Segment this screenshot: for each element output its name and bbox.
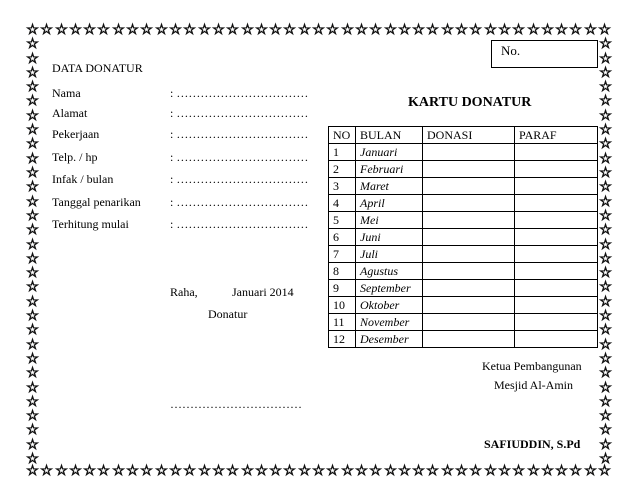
star-icon: ☆ [599, 166, 612, 181]
row-donation-cell [423, 212, 515, 229]
star-icon: ☆ [97, 23, 110, 38]
row-donation-cell [423, 280, 515, 297]
row-number: 1 [329, 144, 356, 161]
star-icon: ☆ [599, 252, 612, 267]
field-value: : …………………………… [170, 150, 309, 164]
star-icon: ☆ [469, 464, 482, 479]
star-icon: ☆ [26, 280, 39, 295]
star-icon: ☆ [26, 80, 39, 95]
row-signature-cell [515, 314, 598, 331]
star-icon: ☆ [226, 23, 239, 38]
star-icon: ☆ [455, 23, 468, 38]
star-icon: ☆ [26, 395, 39, 410]
row-number: 5 [329, 212, 356, 229]
star-icon: ☆ [384, 23, 397, 38]
star-icon: ☆ [441, 23, 454, 38]
star-icon: ☆ [112, 464, 125, 479]
star-icon: ☆ [26, 309, 39, 324]
star-icon: ☆ [226, 464, 239, 479]
star-icon: ☆ [398, 23, 411, 38]
row-signature-cell [515, 331, 598, 348]
star-icon: ☆ [512, 464, 525, 479]
star-icon: ☆ [241, 23, 254, 38]
star-icon: ☆ [26, 66, 39, 81]
star-icon: ☆ [412, 464, 425, 479]
star-icon: ☆ [369, 23, 382, 38]
row-month: Maret [356, 178, 423, 195]
star-icon: ☆ [326, 23, 339, 38]
row-number: 7 [329, 246, 356, 263]
star-icon: ☆ [55, 23, 68, 38]
signer-role: Donatur [208, 307, 248, 321]
table-row [329, 314, 598, 331]
form-header: DATA DONATUR [52, 61, 143, 75]
table-row [329, 212, 598, 229]
star-icon: ☆ [541, 464, 554, 479]
star-icon: ☆ [26, 252, 39, 267]
row-donation-cell [423, 161, 515, 178]
star-icon: ☆ [599, 238, 612, 253]
star-icon: ☆ [140, 464, 153, 479]
star-icon: ☆ [255, 23, 268, 38]
star-icon: ☆ [26, 238, 39, 253]
star-icon: ☆ [198, 464, 211, 479]
row-month: Januari [356, 144, 423, 161]
star-icon: ☆ [527, 464, 540, 479]
star-icon: ☆ [355, 23, 368, 38]
star-icon: ☆ [598, 23, 611, 38]
star-icon: ☆ [599, 37, 612, 52]
column-header: PARAF [515, 127, 598, 144]
star-icon: ☆ [40, 464, 53, 479]
star-icon: ☆ [26, 23, 39, 38]
star-icon: ☆ [26, 109, 39, 124]
star-icon: ☆ [569, 464, 582, 479]
table-row [329, 144, 598, 161]
star-icon: ☆ [26, 352, 39, 367]
field-label: Tanggal penarikan [52, 195, 141, 209]
star-icon: ☆ [599, 180, 612, 195]
row-month: November [356, 314, 423, 331]
row-number: 2 [329, 161, 356, 178]
star-icon: ☆ [599, 109, 612, 124]
star-icon: ☆ [83, 464, 96, 479]
row-number: 8 [329, 263, 356, 280]
star-icon: ☆ [584, 23, 597, 38]
star-icon: ☆ [26, 464, 39, 479]
column-header: DONASI [423, 127, 515, 144]
star-icon: ☆ [599, 423, 612, 438]
star-icon: ☆ [599, 152, 612, 167]
row-number: 6 [329, 229, 356, 246]
field-label: Telp. / hp [52, 150, 98, 164]
star-icon: ☆ [599, 338, 612, 353]
star-icon: ☆ [584, 464, 597, 479]
star-icon: ☆ [40, 23, 53, 38]
row-donation-cell [423, 144, 515, 161]
star-icon: ☆ [26, 409, 39, 424]
star-icon: ☆ [498, 23, 511, 38]
star-icon: ☆ [599, 366, 612, 381]
star-icon: ☆ [283, 23, 296, 38]
row-month: Mei [356, 212, 423, 229]
star-icon: ☆ [326, 464, 339, 479]
star-icon: ☆ [599, 395, 612, 410]
chair-title: Ketua Pembangunan [482, 359, 582, 373]
star-icon: ☆ [599, 223, 612, 238]
row-signature-cell [515, 280, 598, 297]
star-icon: ☆ [155, 464, 168, 479]
table-row [329, 195, 598, 212]
star-icon: ☆ [426, 23, 439, 38]
row-month: Desember [356, 331, 423, 348]
star-icon: ☆ [599, 209, 612, 224]
star-icon: ☆ [484, 23, 497, 38]
card-number-label: No. [501, 43, 521, 58]
row-month: Juni [356, 229, 423, 246]
field-label: Alamat [52, 106, 88, 120]
star-icon: ☆ [255, 464, 268, 479]
row-signature-cell [515, 161, 598, 178]
star-icon: ☆ [126, 464, 139, 479]
star-icon: ☆ [599, 52, 612, 67]
star-icon: ☆ [598, 464, 611, 479]
row-month: Oktober [356, 297, 423, 314]
date-label: Januari 2014 [232, 285, 294, 299]
row-signature-cell [515, 263, 598, 280]
row-donation-cell [423, 297, 515, 314]
card-number-box [491, 40, 598, 68]
star-icon: ☆ [599, 452, 612, 467]
row-donation-cell [423, 263, 515, 280]
star-icon: ☆ [69, 23, 82, 38]
table-header-row [329, 127, 598, 144]
row-signature-cell [515, 178, 598, 195]
star-icon: ☆ [26, 94, 39, 109]
star-icon: ☆ [599, 80, 612, 95]
table-row [329, 246, 598, 263]
star-icon: ☆ [599, 123, 612, 138]
table-row [329, 263, 598, 280]
row-signature-cell [515, 144, 598, 161]
star-icon: ☆ [599, 266, 612, 281]
row-month: September [356, 280, 423, 297]
row-month: Juli [356, 246, 423, 263]
star-icon: ☆ [426, 464, 439, 479]
row-donation-cell [423, 331, 515, 348]
star-icon: ☆ [183, 464, 196, 479]
star-icon: ☆ [26, 452, 39, 467]
place-label: Raha, [170, 285, 198, 299]
star-icon: ☆ [283, 464, 296, 479]
row-month: April [356, 195, 423, 212]
star-icon: ☆ [599, 94, 612, 109]
star-icon: ☆ [26, 295, 39, 310]
row-number: 4 [329, 195, 356, 212]
star-icon: ☆ [527, 23, 540, 38]
star-icon: ☆ [26, 223, 39, 238]
star-icon: ☆ [599, 280, 612, 295]
field-label: Pekerjaan [52, 127, 100, 141]
star-icon: ☆ [599, 409, 612, 424]
star-icon: ☆ [369, 464, 382, 479]
row-number: 9 [329, 280, 356, 297]
star-icon: ☆ [26, 123, 39, 138]
star-icon: ☆ [26, 195, 39, 210]
card-title: KARTU DONATUR [408, 95, 532, 110]
star-icon: ☆ [26, 438, 39, 453]
star-icon: ☆ [140, 23, 153, 38]
field-value: : …………………………… [170, 127, 309, 141]
star-icon: ☆ [26, 166, 39, 181]
row-signature-cell [515, 246, 598, 263]
field-value: : …………………………… [170, 106, 309, 120]
star-icon: ☆ [599, 381, 612, 396]
row-number: 10 [329, 297, 356, 314]
star-icon: ☆ [183, 23, 196, 38]
star-icon: ☆ [298, 464, 311, 479]
star-icon: ☆ [312, 464, 325, 479]
star-icon: ☆ [212, 23, 225, 38]
star-icon: ☆ [26, 338, 39, 353]
field-label: Nama [52, 86, 81, 100]
table-row [329, 161, 598, 178]
star-icon: ☆ [441, 464, 454, 479]
star-icon: ☆ [384, 464, 397, 479]
star-icon: ☆ [599, 309, 612, 324]
row-number: 11 [329, 314, 356, 331]
table-row [329, 229, 598, 246]
table-row [329, 331, 598, 348]
row-donation-cell [423, 246, 515, 263]
field-value: : …………………………… [170, 217, 309, 231]
star-icon: ☆ [26, 52, 39, 67]
star-icon: ☆ [341, 464, 354, 479]
star-icon: ☆ [269, 464, 282, 479]
star-icon: ☆ [298, 23, 311, 38]
star-icon: ☆ [55, 464, 68, 479]
star-icon: ☆ [599, 438, 612, 453]
star-icon: ☆ [599, 137, 612, 152]
row-number: 3 [329, 178, 356, 195]
field-label: Terhitung mulai [52, 217, 129, 231]
row-month: Februari [356, 161, 423, 178]
star-icon: ☆ [26, 266, 39, 281]
star-icon: ☆ [26, 366, 39, 381]
donation-table [328, 126, 598, 348]
row-number: 12 [329, 331, 356, 348]
table-row [329, 280, 598, 297]
star-icon: ☆ [26, 180, 39, 195]
star-icon: ☆ [26, 137, 39, 152]
star-icon: ☆ [312, 23, 325, 38]
star-icon: ☆ [26, 323, 39, 338]
row-donation-cell [423, 314, 515, 331]
row-signature-cell [515, 297, 598, 314]
star-icon: ☆ [599, 352, 612, 367]
star-icon: ☆ [412, 23, 425, 38]
field-value: : …………………………… [170, 86, 309, 100]
row-donation-cell [423, 178, 515, 195]
star-icon: ☆ [355, 464, 368, 479]
row-month: Agustus [356, 263, 423, 280]
star-icon: ☆ [599, 195, 612, 210]
star-icon: ☆ [269, 23, 282, 38]
star-icon: ☆ [169, 23, 182, 38]
star-icon: ☆ [26, 423, 39, 438]
chair-name: SAFIUDDIN, S.Pd [484, 437, 581, 451]
star-icon: ☆ [169, 464, 182, 479]
field-value: : …………………………… [170, 195, 309, 209]
star-icon: ☆ [484, 464, 497, 479]
star-icon: ☆ [599, 66, 612, 81]
star-icon: ☆ [512, 23, 525, 38]
chair-org: Mesjid Al-Amin [494, 378, 574, 392]
star-icon: ☆ [555, 464, 568, 479]
table-row [329, 178, 598, 195]
field-label: Infak / bulan [52, 172, 114, 186]
signature-line: …………………………… [170, 397, 302, 411]
star-icon: ☆ [26, 37, 39, 52]
star-icon: ☆ [212, 464, 225, 479]
star-icon: ☆ [26, 381, 39, 396]
table-row [329, 297, 598, 314]
star-icon: ☆ [555, 23, 568, 38]
row-donation-cell [423, 229, 515, 246]
star-icon: ☆ [498, 464, 511, 479]
star-icon: ☆ [341, 23, 354, 38]
star-icon: ☆ [599, 323, 612, 338]
star-icon: ☆ [398, 464, 411, 479]
star-icon: ☆ [541, 23, 554, 38]
field-value: : …………………………… [170, 172, 309, 186]
star-icon: ☆ [599, 295, 612, 310]
row-signature-cell [515, 195, 598, 212]
star-icon: ☆ [69, 464, 82, 479]
star-icon: ☆ [126, 23, 139, 38]
star-icon: ☆ [241, 464, 254, 479]
row-donation-cell [423, 195, 515, 212]
star-icon: ☆ [112, 23, 125, 38]
star-icon: ☆ [97, 464, 110, 479]
star-icon: ☆ [198, 23, 211, 38]
star-icon: ☆ [83, 23, 96, 38]
star-icon: ☆ [155, 23, 168, 38]
column-header: NO [329, 127, 356, 144]
star-icon: ☆ [455, 464, 468, 479]
column-header: BULAN [356, 127, 423, 144]
row-signature-cell [515, 229, 598, 246]
star-icon: ☆ [469, 23, 482, 38]
star-icon: ☆ [26, 209, 39, 224]
star-icon: ☆ [26, 152, 39, 167]
row-signature-cell [515, 212, 598, 229]
star-icon: ☆ [569, 23, 582, 38]
